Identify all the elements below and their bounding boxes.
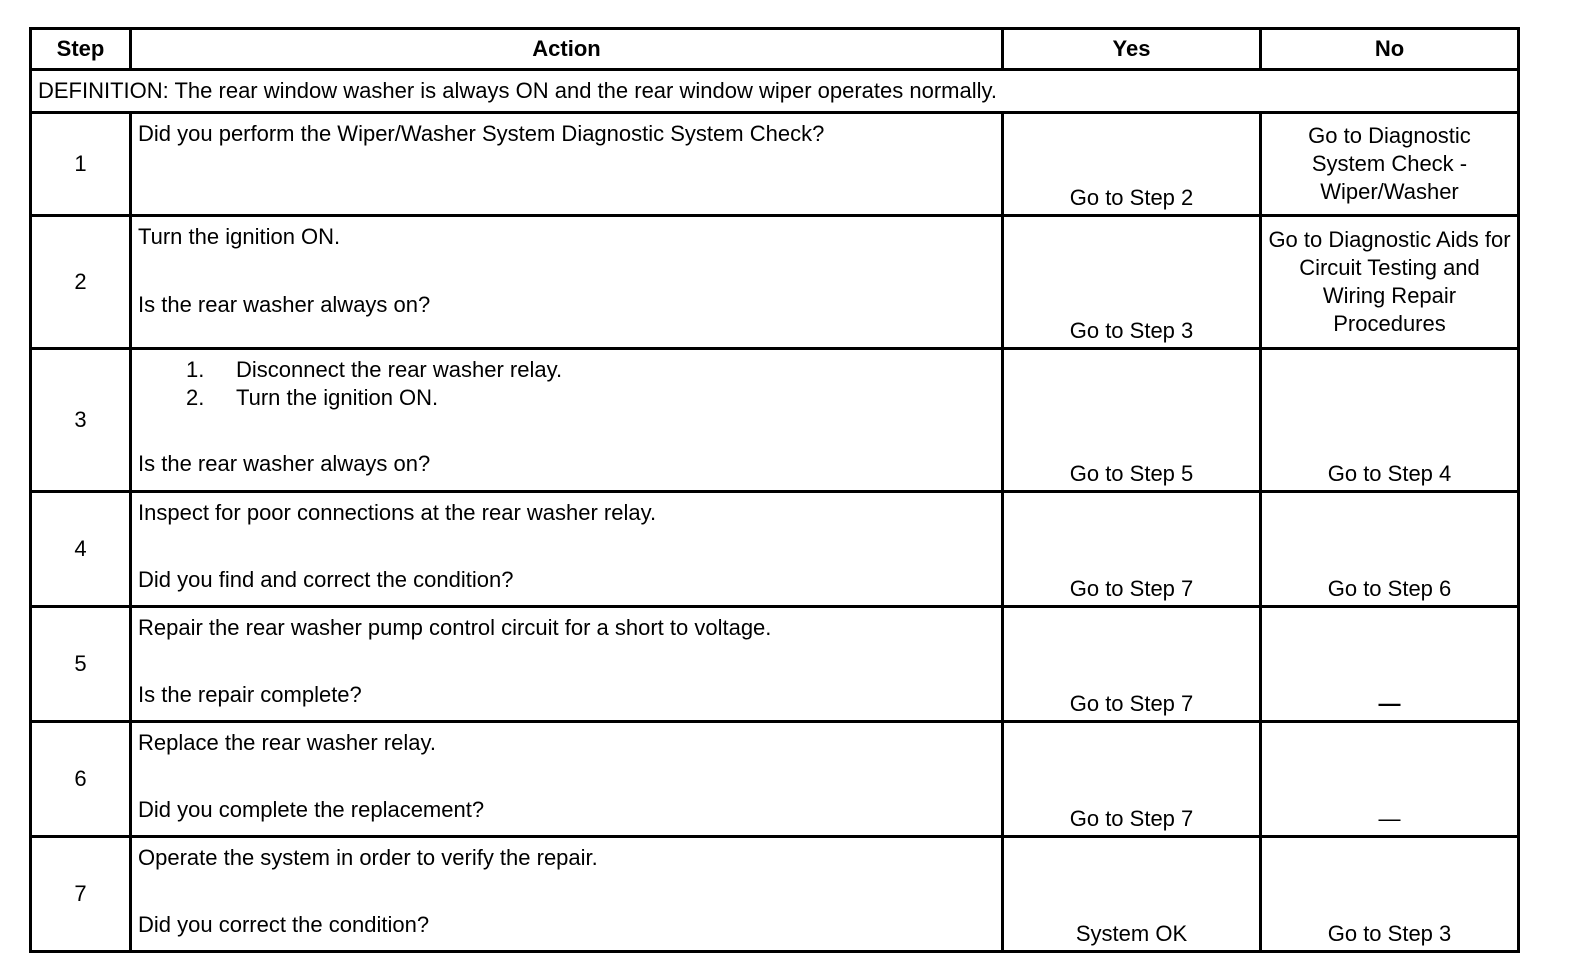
table-row	[31, 722, 1519, 837]
no-cell: Go to Step 3	[1261, 837, 1519, 952]
action-text: Repair the rear washer pump control circuit for a short to voltage.	[138, 615, 772, 640]
definition-text: DEFINITION: The rear window washer is always ON and the rear window wiper operates normally.	[31, 70, 1519, 113]
yes-cell: Go to Step 7	[1003, 492, 1261, 607]
substep-item	[186, 356, 995, 384]
substep-number: 2.	[186, 385, 205, 410]
diagnostic-table	[29, 27, 1520, 953]
no-cell: —	[1261, 607, 1519, 722]
substep-text: Turn the ignition ON.	[236, 385, 439, 410]
substep-item	[186, 384, 995, 412]
action-cell	[131, 216, 1003, 349]
step-number: 4	[31, 492, 131, 607]
action-cell	[131, 492, 1003, 607]
table-row	[31, 837, 1519, 952]
yes-cell: Go to Step 3	[1003, 216, 1261, 349]
no-cell: Go to Diagnostic System Check - Wiper/Washer	[1261, 113, 1519, 216]
step-number: 1	[31, 113, 131, 216]
action-cell	[131, 837, 1003, 952]
yes-cell: Go to Step 5	[1003, 349, 1261, 492]
action-question: Did you complete the replacement?	[138, 797, 485, 822]
substep-number: 1.	[186, 357, 205, 382]
no-cell: Go to Step 6	[1261, 492, 1519, 607]
action-question: Is the rear washer always on?	[138, 451, 431, 476]
action-question: Did you correct the condition?	[138, 912, 430, 937]
header-yes: Yes	[1003, 29, 1261, 70]
action-cell	[131, 607, 1003, 722]
action-text: Replace the rear washer relay.	[138, 730, 436, 755]
action-text: Operate the system in order to verify the repair.	[138, 845, 598, 870]
action-question: Is the rear washer always on?	[138, 292, 431, 317]
table-row	[31, 492, 1519, 607]
action-text: Inspect for poor connections at the rear washer relay.	[138, 500, 657, 525]
header-no: No	[1261, 29, 1519, 70]
table-row	[31, 607, 1519, 722]
no-cell: Go to Diagnostic Aids for Circuit Testing and Wiring Repair Procedures	[1261, 216, 1519, 349]
substep-text: Disconnect the rear washer relay.	[236, 357, 563, 382]
substep-list	[138, 356, 995, 412]
step-number: 7	[31, 837, 131, 952]
yes-cell: Go to Step 7	[1003, 607, 1261, 722]
table-row	[31, 113, 1519, 216]
header-step: Step	[31, 29, 131, 70]
action-cell	[131, 113, 1003, 216]
no-cell: Go to Step 4	[1261, 349, 1519, 492]
step-number: 6	[31, 722, 131, 837]
action-text: Did you perform the Wiper/Washer System Diagnostic System Check?	[138, 121, 825, 146]
table-row	[31, 216, 1519, 349]
no-cell: —	[1261, 722, 1519, 837]
action-question: Did you find and correct the condition?	[138, 567, 514, 592]
header-action: Action	[131, 29, 1003, 70]
yes-cell: Go to Step 2	[1003, 113, 1261, 216]
action-cell	[131, 722, 1003, 837]
step-number: 2	[31, 216, 131, 349]
definition-row	[31, 70, 1519, 113]
step-number: 3	[31, 349, 131, 492]
header-row	[31, 29, 1519, 70]
yes-cell: System OK	[1003, 837, 1261, 952]
action-text: Turn the ignition ON.	[138, 224, 341, 249]
yes-cell: Go to Step 7	[1003, 722, 1261, 837]
action-question: Is the repair complete?	[138, 682, 362, 707]
step-number: 5	[31, 607, 131, 722]
action-cell	[131, 349, 1003, 492]
table-row	[31, 349, 1519, 492]
